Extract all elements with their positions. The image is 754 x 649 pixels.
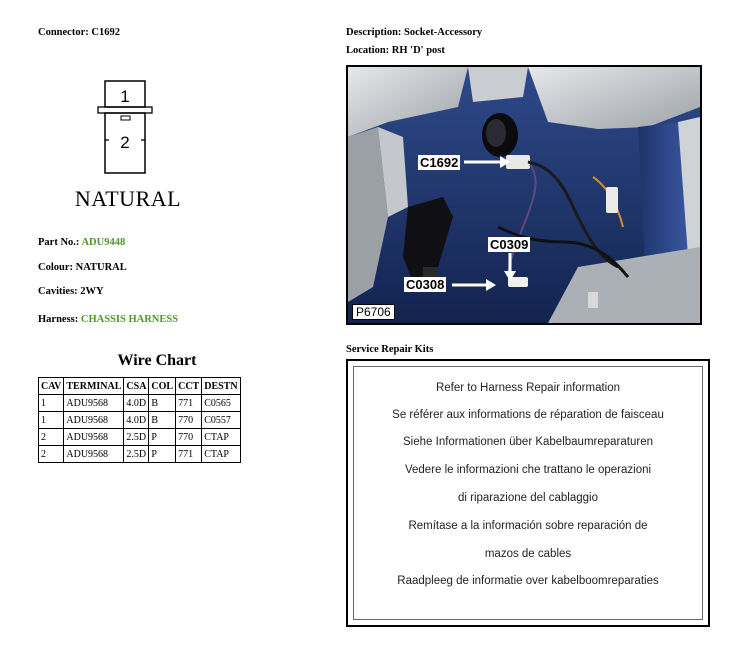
- repair-kits-inner-frame: [353, 366, 703, 620]
- location-photo: [346, 65, 702, 325]
- header-col: COL: [149, 378, 176, 395]
- cell-cav: 2: [39, 446, 64, 463]
- cavities-value: 2WY: [80, 286, 104, 297]
- part-number-row: Part No.: ADU9448: [38, 237, 126, 248]
- colour-row: Colour: NATURAL: [38, 262, 127, 273]
- repair-kits-box: [346, 359, 710, 627]
- table-row: [39, 429, 241, 446]
- photo-reference-number: P6706: [352, 304, 395, 320]
- header-cct: CCT: [176, 378, 202, 395]
- table-row: [39, 412, 241, 429]
- pin-1-label: 1: [120, 87, 130, 106]
- location-value: RH 'D' post: [391, 45, 445, 56]
- callout-c0309-arrow-icon: [503, 253, 517, 281]
- table-row: [39, 446, 241, 463]
- pin-2-label: 2: [120, 133, 130, 152]
- cell-cct: 770: [176, 429, 202, 446]
- callout-c0308-arrow-icon: [452, 278, 496, 292]
- cell-csa: 4.0D: [124, 412, 149, 429]
- connector-id: C1692: [91, 27, 120, 38]
- repair-kit-line-de: Siehe Informationen über Kabelbaumreparaturen: [403, 436, 653, 448]
- cell-destn: C0565: [202, 395, 240, 412]
- repair-kits-heading: Service Repair Kits: [346, 344, 434, 355]
- colour-value: NATURAL: [75, 262, 127, 273]
- cell-cct: 770: [176, 412, 202, 429]
- cell-cct: 771: [176, 446, 202, 463]
- repair-kit-line-es-2: mazos de cables: [484, 548, 572, 560]
- callout-c0309: C0309: [490, 237, 529, 252]
- harness-row: Harness: CHASSIS HARNESS: [38, 314, 179, 325]
- cell-terminal: ADU9568: [64, 412, 124, 429]
- header-terminal: TERMINAL: [64, 378, 124, 395]
- repair-kit-line-es-1: Remítase a la información sobre reparación de: [408, 520, 648, 532]
- repair-kit-line-it-1: Vedere le informazioni che trattano le operazioni: [404, 464, 652, 476]
- cell-cct: 771: [176, 395, 202, 412]
- callout-c0308: C0308: [406, 277, 445, 292]
- wire-chart-title: Wire Chart: [117, 352, 197, 369]
- cell-terminal: ADU9568: [64, 446, 124, 463]
- repair-kit-line-en: Refer to Harness Repair information: [435, 382, 621, 394]
- cavities-row: Cavities: 2WY: [38, 286, 104, 297]
- table-row: [39, 395, 241, 412]
- cell-terminal: ADU9568: [64, 429, 124, 446]
- cell-csa: 4.0D: [124, 395, 149, 412]
- description-value: Socket-Accessory: [404, 27, 483, 38]
- cell-cav: 2: [39, 429, 64, 446]
- cell-csa: 2.5D: [124, 446, 149, 463]
- cell-destn: CTAP: [202, 429, 240, 446]
- cell-terminal: ADU9568: [64, 395, 124, 412]
- repair-kit-line-fr: Se référer aux informations de réparation de faisceau: [392, 409, 664, 421]
- wire-chart-header-row: [39, 378, 241, 395]
- connector-face-diagram: [96, 80, 154, 176]
- header-cav: CAV: [39, 378, 64, 395]
- repair-kit-line-it-2: di riparazione del cablaggio: [457, 492, 598, 504]
- part-number-value: ADU9448: [81, 237, 126, 248]
- repair-kit-line-nl: Raadpleeg de informatie over kabelboomreparaties: [397, 575, 659, 587]
- connector-colour-caption: NATURAL: [74, 186, 182, 211]
- callout-c1692: C1692: [420, 155, 459, 170]
- callout-c1692-arrow-icon: [464, 155, 510, 169]
- photo-scene: [348, 67, 700, 323]
- connector-heading: Connector: C1692: [38, 27, 120, 38]
- cell-destn: C0557: [202, 412, 240, 429]
- cell-col: B: [149, 395, 176, 412]
- cell-col: P: [149, 429, 176, 446]
- header-destn: DESTN: [202, 378, 240, 395]
- cell-destn: CTAP: [202, 446, 240, 463]
- cell-cav: 1: [39, 395, 64, 412]
- harness-value: CHASSIS HARNESS: [80, 314, 179, 325]
- cell-col: B: [149, 412, 176, 429]
- cell-cav: 1: [39, 412, 64, 429]
- description-row: Description: Socket-Accessory: [346, 27, 483, 38]
- cell-col: P: [149, 446, 176, 463]
- wire-chart-table: [38, 377, 241, 463]
- header-csa: CSA: [124, 378, 149, 395]
- cell-csa: 2.5D: [124, 429, 149, 446]
- location-row: Location: RH 'D' post: [346, 45, 445, 56]
